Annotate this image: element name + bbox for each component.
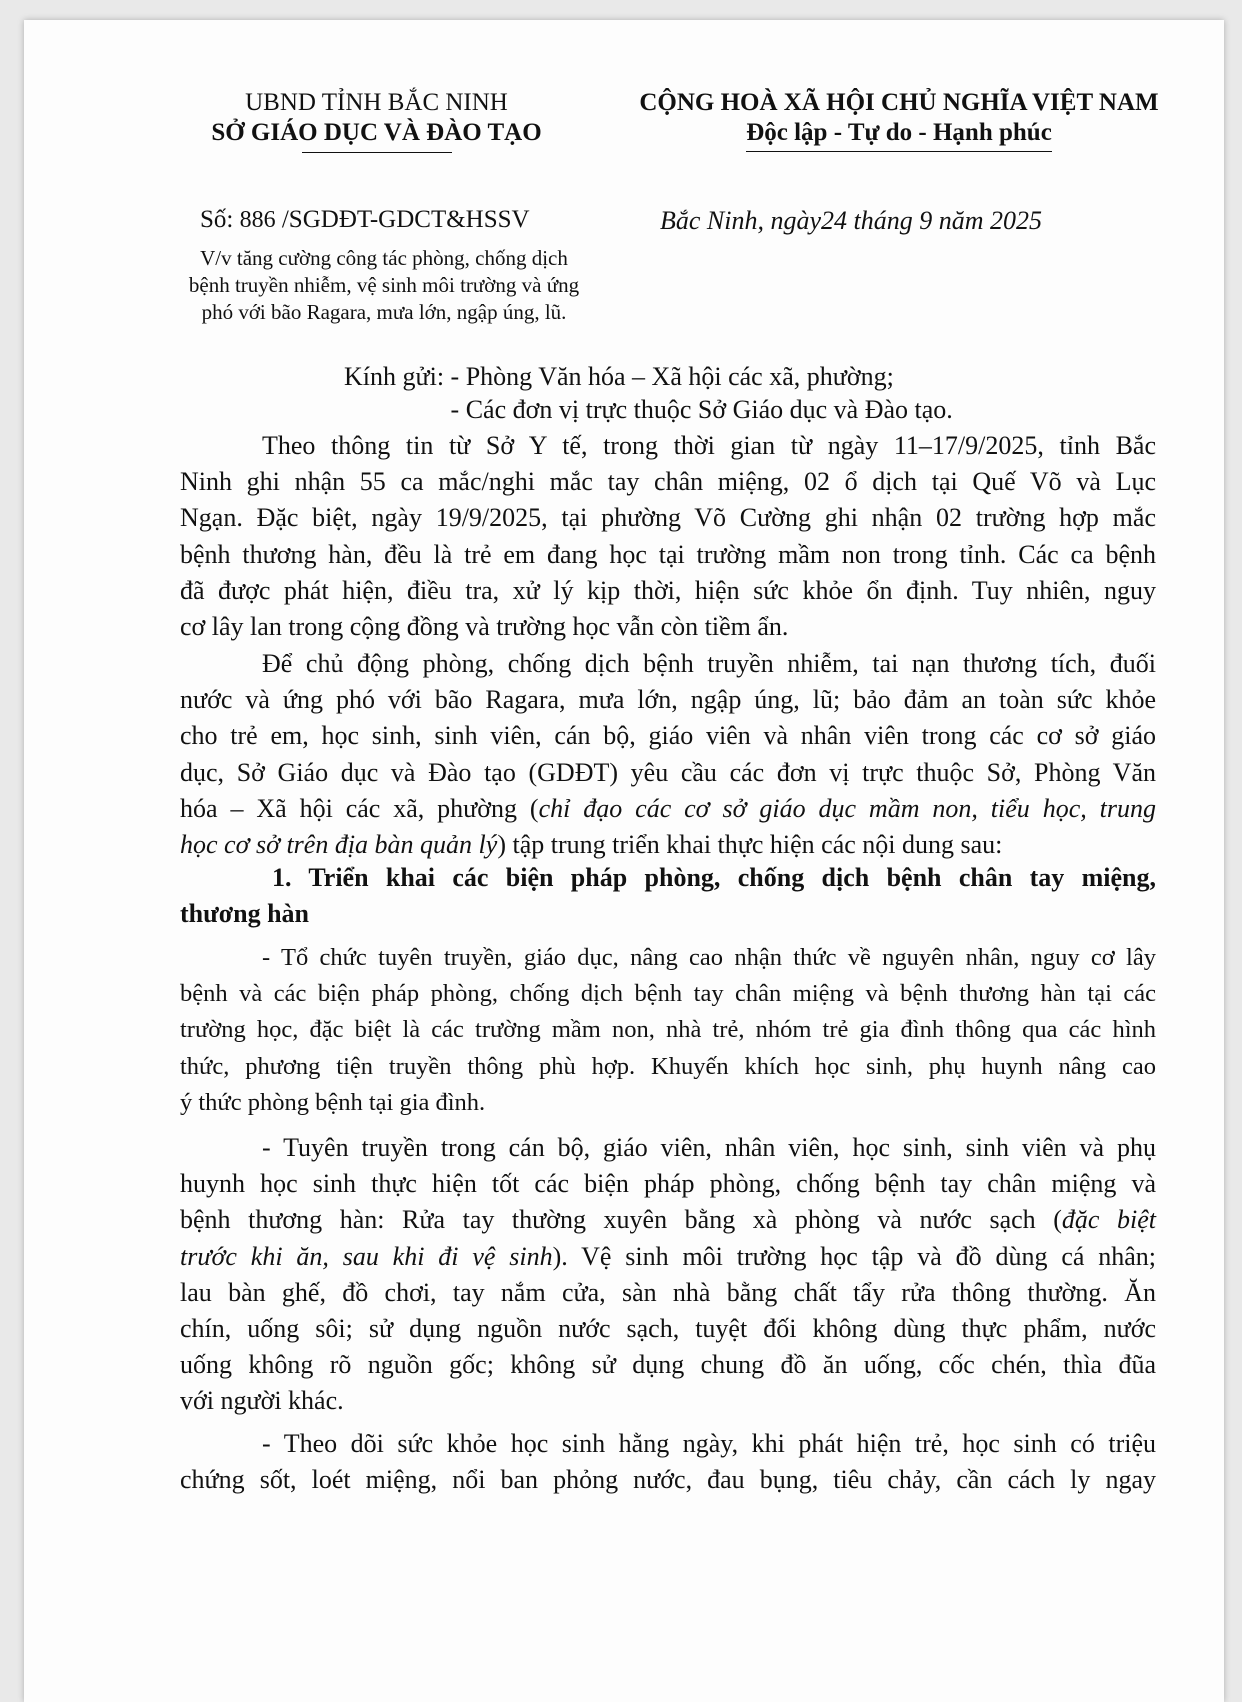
- paragraph-line: cơ lây lan trong cộng đồng và trường học vẫn còn tiềm ẩn.: [180, 612, 789, 642]
- paragraph-line: Theo thông tin từ Sở Y tế, trong thời gian từ ngày 11–17/9/2025, tỉnh Bắc: [262, 431, 1156, 460]
- italic-run: học cơ sở trên địa bàn quản lý: [180, 830, 498, 860]
- paragraph-line: nước và ứng phó với bão Ragara, mưa lớn, ngập úng, lũ; bảo đảm an toàn sức khỏe: [180, 685, 1156, 715]
- date-line: [660, 206, 1042, 236]
- paragraph-line: Để chủ động phòng, chống dịch bệnh truyền nhiễm, tai nạn thương tích, đuối: [262, 649, 1156, 678]
- recipient-item: - Các đơn vị trực thuộc Sở Giáo dục và Đào tạo.: [450, 395, 953, 424]
- paragraph-line: thức, phương tiện truyền thông phù hợp. Khuyến khích học sinh, phụ huynh nâng cao: [180, 1052, 1156, 1080]
- paragraph-line: [180, 791, 1156, 827]
- paragraph-2: [180, 646, 1156, 863]
- paragraph-line: trường học, đặc biệt là các trường mầm non, nhà trẻ, nhóm trẻ gia đình thông qua các hình: [180, 1016, 1156, 1044]
- document-number: [200, 206, 530, 234]
- paragraph-line: ý thức phòng bệnh tại gia đình.: [180, 1088, 486, 1116]
- doc-number-value: 886: [239, 207, 276, 233]
- italic-run: chỉ đạo các cơ sở giáo dục mầm non, tiểu học, trung: [538, 793, 1156, 823]
- paragraph-line: [180, 1239, 1156, 1275]
- document-page: [24, 20, 1224, 1702]
- paragraph-line: lau bàn ghế, đồ chơi, tay nắm cửa, sàn nhà bằng chất tẩy rửa thông thường. Ăn: [180, 1277, 1156, 1307]
- issuer-underline: [302, 152, 452, 153]
- paragraph-line: huynh học sinh thực hiện tốt các biện pháp phòng, chống bệnh tay chân miệng và: [180, 1169, 1156, 1199]
- paragraph-line: bệnh và các biện pháp phòng, chống dịch bệnh tay chân miệng và bệnh thương hàn tại các: [180, 980, 1156, 1008]
- doc-number-prefix: Số:: [200, 206, 234, 233]
- bullet-1: [180, 940, 1156, 1121]
- issuer-name: SỞ GIÁO DỤC VÀ ĐÀO TẠO: [211, 119, 542, 146]
- date-month-label: tháng: [853, 206, 913, 235]
- paragraph-line: đã được phát hiện, điều tra, xử lý kịp thời, hiện sức khỏe ổn định. Tuy nhiên, nguy: [180, 575, 1156, 605]
- national-title-block: [594, 88, 1204, 152]
- paragraph-line: - Theo dõi sức khỏe học sinh hằng ngày, khi phát hiện trẻ, học sinh có triệu: [262, 1429, 1156, 1458]
- subject-line: phó với bão Ragara, mưa lớn, ngập úng, lũ.: [201, 300, 567, 324]
- doc-number-suffix: /SGDĐT-GDCT&HSSV: [281, 206, 530, 233]
- national-motto: Độc lập - Tự do - Hạnh phúc: [746, 118, 1052, 152]
- issuer-block: [174, 88, 579, 153]
- bullet-2: [180, 1130, 1156, 1420]
- paragraph-line: uống không rõ nguồn gốc; không sử dụng chung đồ ăn uống, cốc chén, thìa đũa: [180, 1350, 1156, 1380]
- subject-block: [164, 245, 604, 326]
- subject-line: bệnh truyền nhiễm, vệ sinh môi trường và ứng: [188, 273, 580, 297]
- paragraph-line: [180, 827, 1156, 863]
- paragraph-line: [180, 1202, 1156, 1238]
- date-day: 24: [821, 206, 848, 235]
- paragraph-line: - Tuyên truyền trong cán bộ, giáo viên, nhân viên, học sinh, sinh viên và phụ: [262, 1133, 1156, 1162]
- italic-run: đặc biệt: [1061, 1205, 1156, 1235]
- paragraph-line: - Tổ chức tuyên truyền, giáo dục, nâng cao nhận thức về nguyên nhân, nguy cơ lây: [262, 944, 1156, 971]
- paragraph-line: cho trẻ em, học sinh, sinh viên, cán bộ, giáo viên và nhân viên trong các cơ sở giáo: [180, 721, 1156, 751]
- recipient-item: - Phòng Văn hóa – Xã hội các xã, phường;: [450, 362, 894, 391]
- paragraph-line: dục, Sở Giáo dục và Đào tạo (GDĐT) yêu cầu các đơn vị trực thuộc Sở, Phòng Văn: [180, 757, 1156, 787]
- text-run: hóa – Xã hội các xã, phường (: [180, 793, 539, 823]
- paragraph-line: chứng sốt, loét miệng, nổi ban phỏng nước, đau bụng, tiêu chảy, cần cách ly ngay: [180, 1465, 1156, 1495]
- text-run: ) tập trung triển khai thực hiện các nội dung sau:: [497, 830, 1003, 860]
- paragraph-1: [180, 428, 1156, 645]
- paragraph-line: Ngạn. Đặc biệt, ngày 19/9/2025, tại phường Võ Cường ghi nhận 02 trường hợp mắc: [180, 503, 1156, 533]
- paragraph-line: bệnh thương hàn, đều là trẻ em đang học tại trường mầm non trong tỉnh. Các ca bệnh: [180, 539, 1156, 569]
- national-title: CỘNG HOÀ XÃ HỘI CHỦ NGHĨA VIỆT NAM: [639, 89, 1159, 116]
- date-year: năm 2025: [938, 206, 1043, 235]
- text-run: ). Vệ sinh môi trường học tập và đồ dùng cá nhân;: [552, 1241, 1156, 1271]
- paragraph-line: chín, uống sôi; sử dụng nguồn nước sạch, tuyệt đối không dùng thực phẩm, nước: [180, 1314, 1156, 1344]
- heading-line: 1. Triển khai các biện pháp phòng, chống dịch bệnh chân tay miệng,: [272, 863, 1156, 892]
- section-1-heading: [180, 860, 1156, 932]
- subject-line: V/v tăng cường công tác phòng, chống dịch: [200, 246, 568, 270]
- italic-run: trước khi ăn, sau khi đi vệ sinh: [180, 1241, 553, 1271]
- recipients-block: [344, 360, 953, 426]
- date-prefix: Bắc Ninh, ngày: [660, 206, 822, 235]
- paragraph-line: Ninh ghi nhận 55 ca mắc/nghi mắc tay chân miệng, 02 ổ dịch tại Quế Võ và Lục: [180, 467, 1156, 497]
- text-run: bệnh thương hàn: Rửa tay thường xuyên bằng xà phòng và nước sạch (: [180, 1205, 1062, 1235]
- issuer-parent: UBND TỈNH BẮC NINH: [245, 89, 508, 116]
- paragraph-line: với người khác.: [180, 1386, 344, 1416]
- date-month: 9: [919, 206, 933, 235]
- heading-line: thương hàn: [180, 899, 309, 929]
- bullet-3: [180, 1426, 1156, 1498]
- recipients-label: Kính gửi:: [344, 362, 445, 391]
